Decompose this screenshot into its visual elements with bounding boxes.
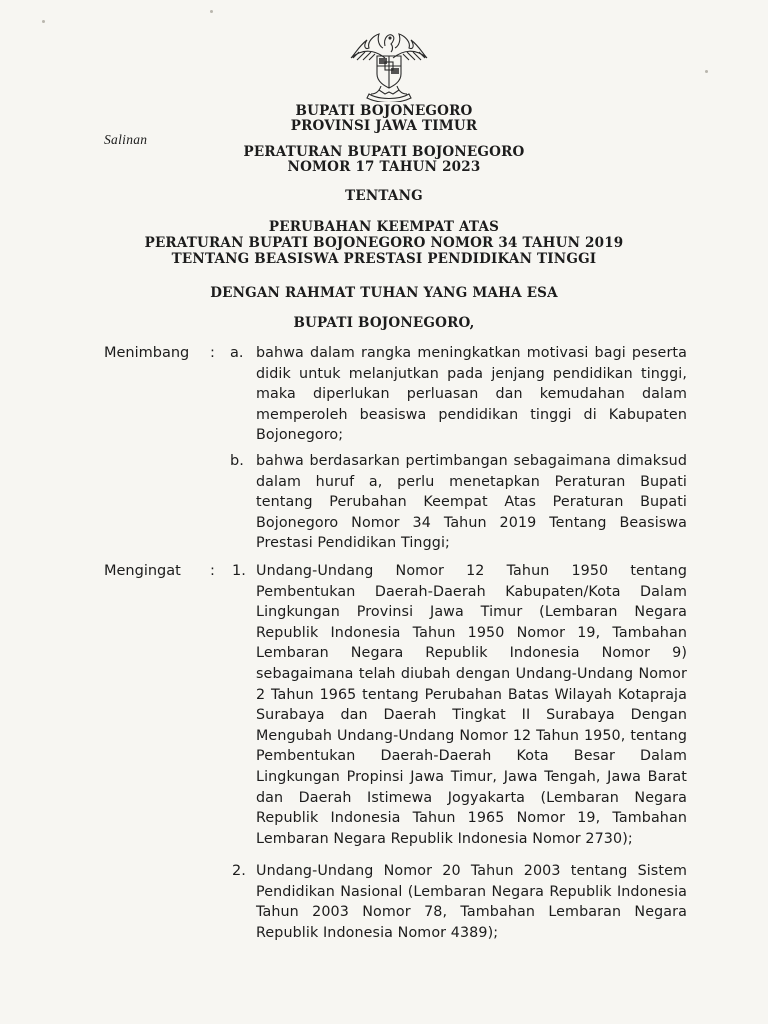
consideration-item-b: bahwa berdasarkan pertimbangan sebagaimana dimaksud dalam huruf a, perlu menetapkan Peraturan Bupati tentang Perubahan Keempat Atas Peraturan Bupati Bojonegoro Nomor 34 Tahun 2019 Tentang Beasiswa Prestasi Pendidikan Tinggi; (256, 453, 687, 552)
section-colon: : (210, 563, 215, 579)
grace-line: DENGAN RAHMAT TUHAN YANG MAHA ESA (210, 285, 558, 301)
section-label-menimbang: Menimbang (104, 345, 190, 361)
subject-line-1: PERUBAHAN KEEMPAT ATAS (268, 219, 500, 235)
section-colon: : (210, 345, 215, 361)
regent-title: BUPATI BOJONEGORO (295, 103, 473, 119)
item-marker: a. (230, 345, 244, 361)
regulation-title: PERATURAN BUPATI BOJONEGORO (243, 144, 525, 160)
scan-speck (210, 10, 213, 13)
item-marker: 2. (232, 863, 246, 879)
subject-line-3: TENTANG BEASISWA PRESTASI PENDIDIKAN TINGGI (171, 251, 597, 267)
province-title: PROVINSI JAWA TIMUR (290, 118, 478, 134)
regulation-number: NOMOR 17 TAHUN 2023 (287, 159, 481, 175)
about-heading: TENTANG (345, 188, 423, 204)
section-label-mengingat: Mengingat (104, 563, 181, 579)
garuda-emblem-icon (345, 28, 433, 102)
scan-speck (42, 20, 45, 23)
issuer-line: BUPATI BOJONEGORO, (293, 315, 475, 331)
subject-line-2: PERATURAN BUPATI BOJONEGORO NOMOR 34 TAHUN 2019 (144, 235, 624, 251)
scan-speck (705, 70, 708, 73)
item-marker: 1. (232, 563, 246, 579)
legal-basis-item-2: Undang-Undang Nomor 20 Tahun 2003 tentang Sistem Pendidikan Nasional (Lembaran Negara Republik Indonesia Tahun 2003 Nomor 78, Tambahan Lembaran Negara Republik Indonesia Nomor 4389); (256, 863, 687, 941)
item-marker: b. (230, 453, 244, 469)
copy-mark: Salinan (104, 132, 148, 147)
consideration-item-a: bahwa dalam rangka meningkatkan motivasi bagi peserta didik untuk melanjutkan pada jenjang pendidikan tinggi, maka diperlukan perluasan dan kemudahan dalam memperoleh beasiswa pendidikan tinggi di Kabupaten Bojonegoro; (256, 345, 687, 444)
legal-basis-item-1: Undang-Undang Nomor 12 Tahun 1950 tentang Pembentukan Daerah-Daerah Kabupaten/Kota Dalam Lingkungan Provinsi Jawa Timur (Lembaran Negara Republik Indonesia Tahun 1950 Nomor 19, Tambahan Lembaran Negara Republik Indonesia Nomor 9) sebagaimana telah diubah dengan Undang-Undang Nomor 2 Tahun 1965 tentang Perubahan Batas Wilayah Kotapraja Surabaya dan Daerah Tingkat II Surabaya Dengan Mengubah Undang-Undang Nomor 12 Tahun 1950, tentang Pembentukan Daerah-Daerah Kota Besar Dalam Lingkungan Propinsi Jawa Timur, Jawa Tengah, Jawa Barat dan Daerah Istimewa Jogyakarta (Lembaran Negara Republik Indonesia Tahun 1965 Nomor 19, Tambahan Lembaran Negara Republik Indonesia Nomor 2730); (256, 563, 687, 847)
